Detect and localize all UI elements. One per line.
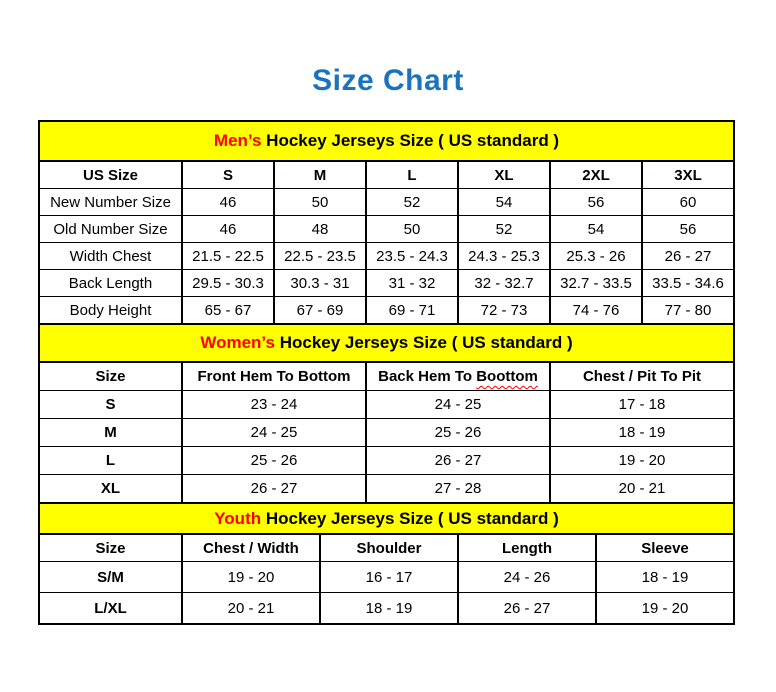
- table-row: [39, 475, 734, 504]
- cell: 31 - 32: [366, 270, 458, 297]
- table-row: [39, 297, 734, 325]
- table-row: [39, 593, 734, 625]
- column-header-text: Back Hem To: [378, 368, 477, 385]
- cell: 54: [550, 216, 642, 243]
- cell: 18 - 19: [596, 562, 734, 593]
- table-row: [39, 562, 734, 593]
- misspelled-word: Boottom: [476, 368, 538, 385]
- cell: 46: [182, 216, 274, 243]
- youth-highlight: Youth: [214, 508, 262, 528]
- row-label: Old Number Size: [39, 216, 182, 243]
- cell: 74 - 76: [550, 297, 642, 325]
- row-label: S/M: [39, 562, 182, 593]
- cell: 20 - 21: [182, 593, 320, 625]
- column-header: Chest / Pit To Pit: [550, 362, 734, 391]
- column-header: Chest / Width: [182, 534, 320, 562]
- column-header: Length: [458, 534, 596, 562]
- mens-size-table: [38, 160, 735, 325]
- table-header-row: [39, 362, 734, 391]
- cell: 32 - 32.7: [458, 270, 550, 297]
- cell: 48: [274, 216, 366, 243]
- table-header-row: [39, 534, 734, 562]
- womens-size-table: [38, 361, 735, 504]
- row-label: L: [39, 447, 182, 475]
- column-header: XL: [458, 161, 550, 189]
- womens-section-header: [38, 323, 735, 363]
- cell: 50: [366, 216, 458, 243]
- cell: 23.5 - 24.3: [366, 243, 458, 270]
- cell: 60: [642, 189, 734, 216]
- column-header: L: [366, 161, 458, 189]
- youth-header-text: Hockey Jerseys Size ( US standard ): [261, 508, 559, 528]
- cell: 56: [550, 189, 642, 216]
- cell: 21.5 - 22.5: [182, 243, 274, 270]
- cell: 19 - 20: [182, 562, 320, 593]
- mens-highlight: Men’s: [213, 131, 262, 150]
- youth-section-header: [38, 502, 735, 535]
- column-header: Shoulder: [320, 534, 458, 562]
- mens-header-text: Hockey Jerseys Size ( US standard ): [261, 131, 560, 150]
- cell: 33.5 - 34.6: [642, 270, 734, 297]
- column-header: Size: [39, 362, 182, 391]
- row-label: L/XL: [39, 593, 182, 625]
- mens-section-header: [38, 120, 735, 162]
- column-header: S: [182, 161, 274, 189]
- womens-highlight: Women’s: [200, 333, 275, 352]
- cell: 27 - 28: [366, 475, 550, 504]
- cell: 16 - 17: [320, 562, 458, 593]
- cell: 54: [458, 189, 550, 216]
- cell: 32.7 - 33.5: [550, 270, 642, 297]
- table-row: [39, 216, 734, 243]
- cell: 52: [458, 216, 550, 243]
- row-label: Width Chest: [39, 243, 182, 270]
- row-label: S: [39, 391, 182, 419]
- cell: 56: [642, 216, 734, 243]
- column-header: Front Hem To Bottom: [182, 362, 366, 391]
- cell: 23 - 24: [182, 391, 366, 419]
- cell: 25.3 - 26: [550, 243, 642, 270]
- youth-size-table: [38, 533, 735, 625]
- cell: 18 - 19: [320, 593, 458, 625]
- cell: 50: [274, 189, 366, 216]
- cell: 19 - 20: [596, 593, 734, 625]
- row-label: Body Height: [39, 297, 182, 325]
- table-row: [39, 189, 734, 216]
- column-header: US Size: [39, 161, 182, 189]
- cell: 20 - 21: [550, 475, 734, 504]
- cell: 46: [182, 189, 274, 216]
- cell: 26 - 27: [642, 243, 734, 270]
- table-row: [39, 391, 734, 419]
- cell: 26 - 27: [182, 475, 366, 504]
- column-header: Sleeve: [596, 534, 734, 562]
- cell: 69 - 71: [366, 297, 458, 325]
- cell: 19 - 20: [550, 447, 734, 475]
- cell: 26 - 27: [458, 593, 596, 625]
- table-header-row: [39, 161, 734, 189]
- cell: 65 - 67: [182, 297, 274, 325]
- cell: 24 - 25: [366, 391, 550, 419]
- table-row: [39, 243, 734, 270]
- cell: 72 - 73: [458, 297, 550, 325]
- cell: 17 - 18: [550, 391, 734, 419]
- cell: 25 - 26: [182, 447, 366, 475]
- size-chart: [38, 120, 735, 625]
- cell: 30.3 - 31: [274, 270, 366, 297]
- cell: 77 - 80: [642, 297, 734, 325]
- cell: 67 - 69: [274, 297, 366, 325]
- page-title: Size Chart: [312, 64, 464, 97]
- column-header: 3XL: [642, 161, 734, 189]
- womens-header-text: Hockey Jerseys Size ( US standard ): [274, 333, 573, 352]
- column-header: M: [274, 161, 366, 189]
- row-label: XL: [39, 475, 182, 504]
- cell: 22.5 - 23.5: [274, 243, 366, 270]
- cell: 52: [366, 189, 458, 216]
- cell: 24.3 - 25.3: [458, 243, 550, 270]
- column-header: Size: [39, 534, 182, 562]
- column-header: [366, 362, 550, 391]
- table-row: [39, 419, 734, 447]
- cell: 25 - 26: [366, 419, 550, 447]
- cell: 26 - 27: [366, 447, 550, 475]
- row-label: Back Length: [39, 270, 182, 297]
- cell: 29.5 - 30.3: [182, 270, 274, 297]
- row-label: New Number Size: [39, 189, 182, 216]
- table-row: [39, 270, 734, 297]
- column-header: 2XL: [550, 161, 642, 189]
- cell: 18 - 19: [550, 419, 734, 447]
- row-label: M: [39, 419, 182, 447]
- cell: 24 - 25: [182, 419, 366, 447]
- table-row: [39, 447, 734, 475]
- cell: 24 - 26: [458, 562, 596, 593]
